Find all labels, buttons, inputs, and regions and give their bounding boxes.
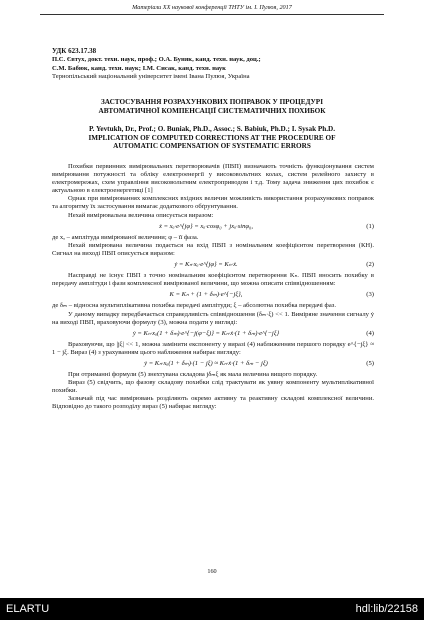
equation-number: (5): [366, 359, 374, 367]
header-rule: [40, 14, 384, 15]
equation-5: [52, 360, 374, 368]
equation-formula: ẏ = Kₙ·xₐ·e^{jφ} = Kₙ·ẋ.: [174, 261, 238, 269]
equation-4: [52, 330, 374, 338]
paragraph: Враховуючи, що |jξ| << 1, можна замінити експоненту у виразі (4) наближенням першого порядку e^{−jξ} ≈ 1 − jξ. Вираз (4) з урахуванням цього наближення набирає вигляду:: [52, 340, 374, 356]
title-ua-line-1: ЗАСТОСУВАННЯ РОЗРАХУНКОВИХ ПОПРАВОК У ПРОЦЕДУРІ: [100, 98, 323, 106]
equation-number: (1): [366, 222, 374, 230]
equation-number: (2): [366, 261, 374, 269]
paragraph: Насправді не існує ПВП з точно номінальним коефіцієнтом перетворення Kₙ. ПВП вносить похибку в передачу амплітуди і фази комплексної вимірюваної величини, що можна описати співвідношенням:: [52, 272, 374, 288]
paragraph: Нехай вимірювальна величина описується виразом:: [68, 211, 214, 219]
paragraph: Похибки первинних вимірювальних перетворювачів (ПВП) визначають точність функціонування систем вимірювання потужності та обліку електроенергії у високовольтних колах, систем релейного захисту в електромережах, схем управління високовольтним електроприводом і т.д. Тому задача зниження цих похибок є актуальною в електроенергетиці [1]: [52, 163, 374, 195]
equation-formula: K = Kₙ + (1 + δₘ)·e^{−jξ},: [169, 291, 243, 299]
equation-2: [52, 261, 374, 269]
repository-name: ELARTU: [6, 603, 50, 615]
equation-1: [52, 223, 374, 231]
udc-code: УДК 623.17.38: [52, 47, 97, 55]
title-en-line-2: AUTOMATIC COMPENSATION OF SYSTEMATIC ERRORS: [113, 142, 311, 151]
paragraph: Вираз (5) свідчить, що фазову складову похибки слід трактувати як уявну компоненту мультиплікативної похибки.: [52, 379, 374, 395]
paragraph: Нехай вимірювана величина подається на вхід ПВП з номінальним коефіцієнтом перетворення (КН). Сигнал на виході ПВП описується виразом:: [52, 241, 374, 257]
authors-english: P. Yevtukh, Dr., Prof.; O. Buniak, Ph.D., Assoc.; S. Babiuk, Ph.D.; I. Sysak Ph.D.: [88, 125, 336, 133]
authors-line-1: П.С. Євтух, докт. техн. наук, проф.; О.А. Буняк, канд. техн. наук, доц.;: [52, 56, 261, 63]
page-number: 160: [207, 568, 217, 575]
paragraph: де xₐ – амплітуда вимірюваної величини; φ – її фаза.: [52, 233, 199, 241]
equation-formula: ẏ = Kₙ·xₐ(1 + δₘ)·e^{−j(φ−ξ)} = Kₙ·ẋ·(1 + δₘ)·e^{−jξ}: [132, 329, 280, 337]
title-ua-line-2: АВТОМАТИЧНОЇ КОМПЕНСАЦІЇ СИСТЕМАТИЧНИХ ПОХИБОК: [98, 106, 326, 115]
paragraph: Однак при вимірюваннях комплексних вхідних величин можливість використання розрахункових поправок та алгоритму їх застосування вимагає додаткового обґрунтування.: [52, 195, 374, 211]
title-english: [40, 125, 384, 151]
affiliation: Тернопільський національний університет імені Івана Пулюя, Україна: [52, 73, 250, 81]
equation-number: (3): [366, 291, 374, 299]
author-block: [52, 56, 382, 82]
paragraph: де δₘ – відносна мультиплікативна похибка передачі амплітуди; ξ – абсолютна похибка передачі фаз.: [52, 302, 336, 310]
title-en-line-1: IMPLICATION OF COMPUTED CORRECTIONS AT THE PROCEDURE OF: [88, 133, 336, 142]
article-body: [52, 163, 374, 412]
paragraph: Зазначай під час вимірювань розділяють окремо активну та реактивну складові комплексної величини. Відповідно до такого розподілу вираз (5) набирає вигляду:: [52, 395, 374, 411]
equation-3: [52, 291, 374, 299]
equation-formula: ẋ = xₐ·e^{jφ} = xₐ·cosφ₀ + jxₐ·sinφ₀,: [159, 222, 253, 230]
running-header: Матеріали XX наукової конференції ТНТУ ім. І. Пулюя, 2017: [132, 4, 292, 11]
authors-line-2: С.М. Бабюк, канд. техн. наук; І.М. Сисак, канд. техн. наук: [52, 64, 226, 72]
title-ukrainian: [40, 98, 384, 115]
equation-formula: ẏ = Kₙ·xₐ(1 + δₘ)·(1 − jξ) ≈ Kₙ·ẋ·(1 + δₘ − jξ): [144, 359, 268, 367]
equation-number: (4): [366, 329, 374, 337]
repository-footer: [0, 598, 424, 620]
paragraph: При отриманні формули (5) знехтувана складова jδₘξ як мала величина вищого порядку.: [68, 371, 318, 379]
paragraph: У даному випадку передбачається справедливість співвідношення (δₘ·ξ) << 1. Виміряне значення сигналу ẏ на виході ПВП, враховуючи формулу (3), можна подати у вигляді:: [52, 310, 374, 326]
handle-identifier: hdl:lib/22158: [355, 603, 418, 615]
